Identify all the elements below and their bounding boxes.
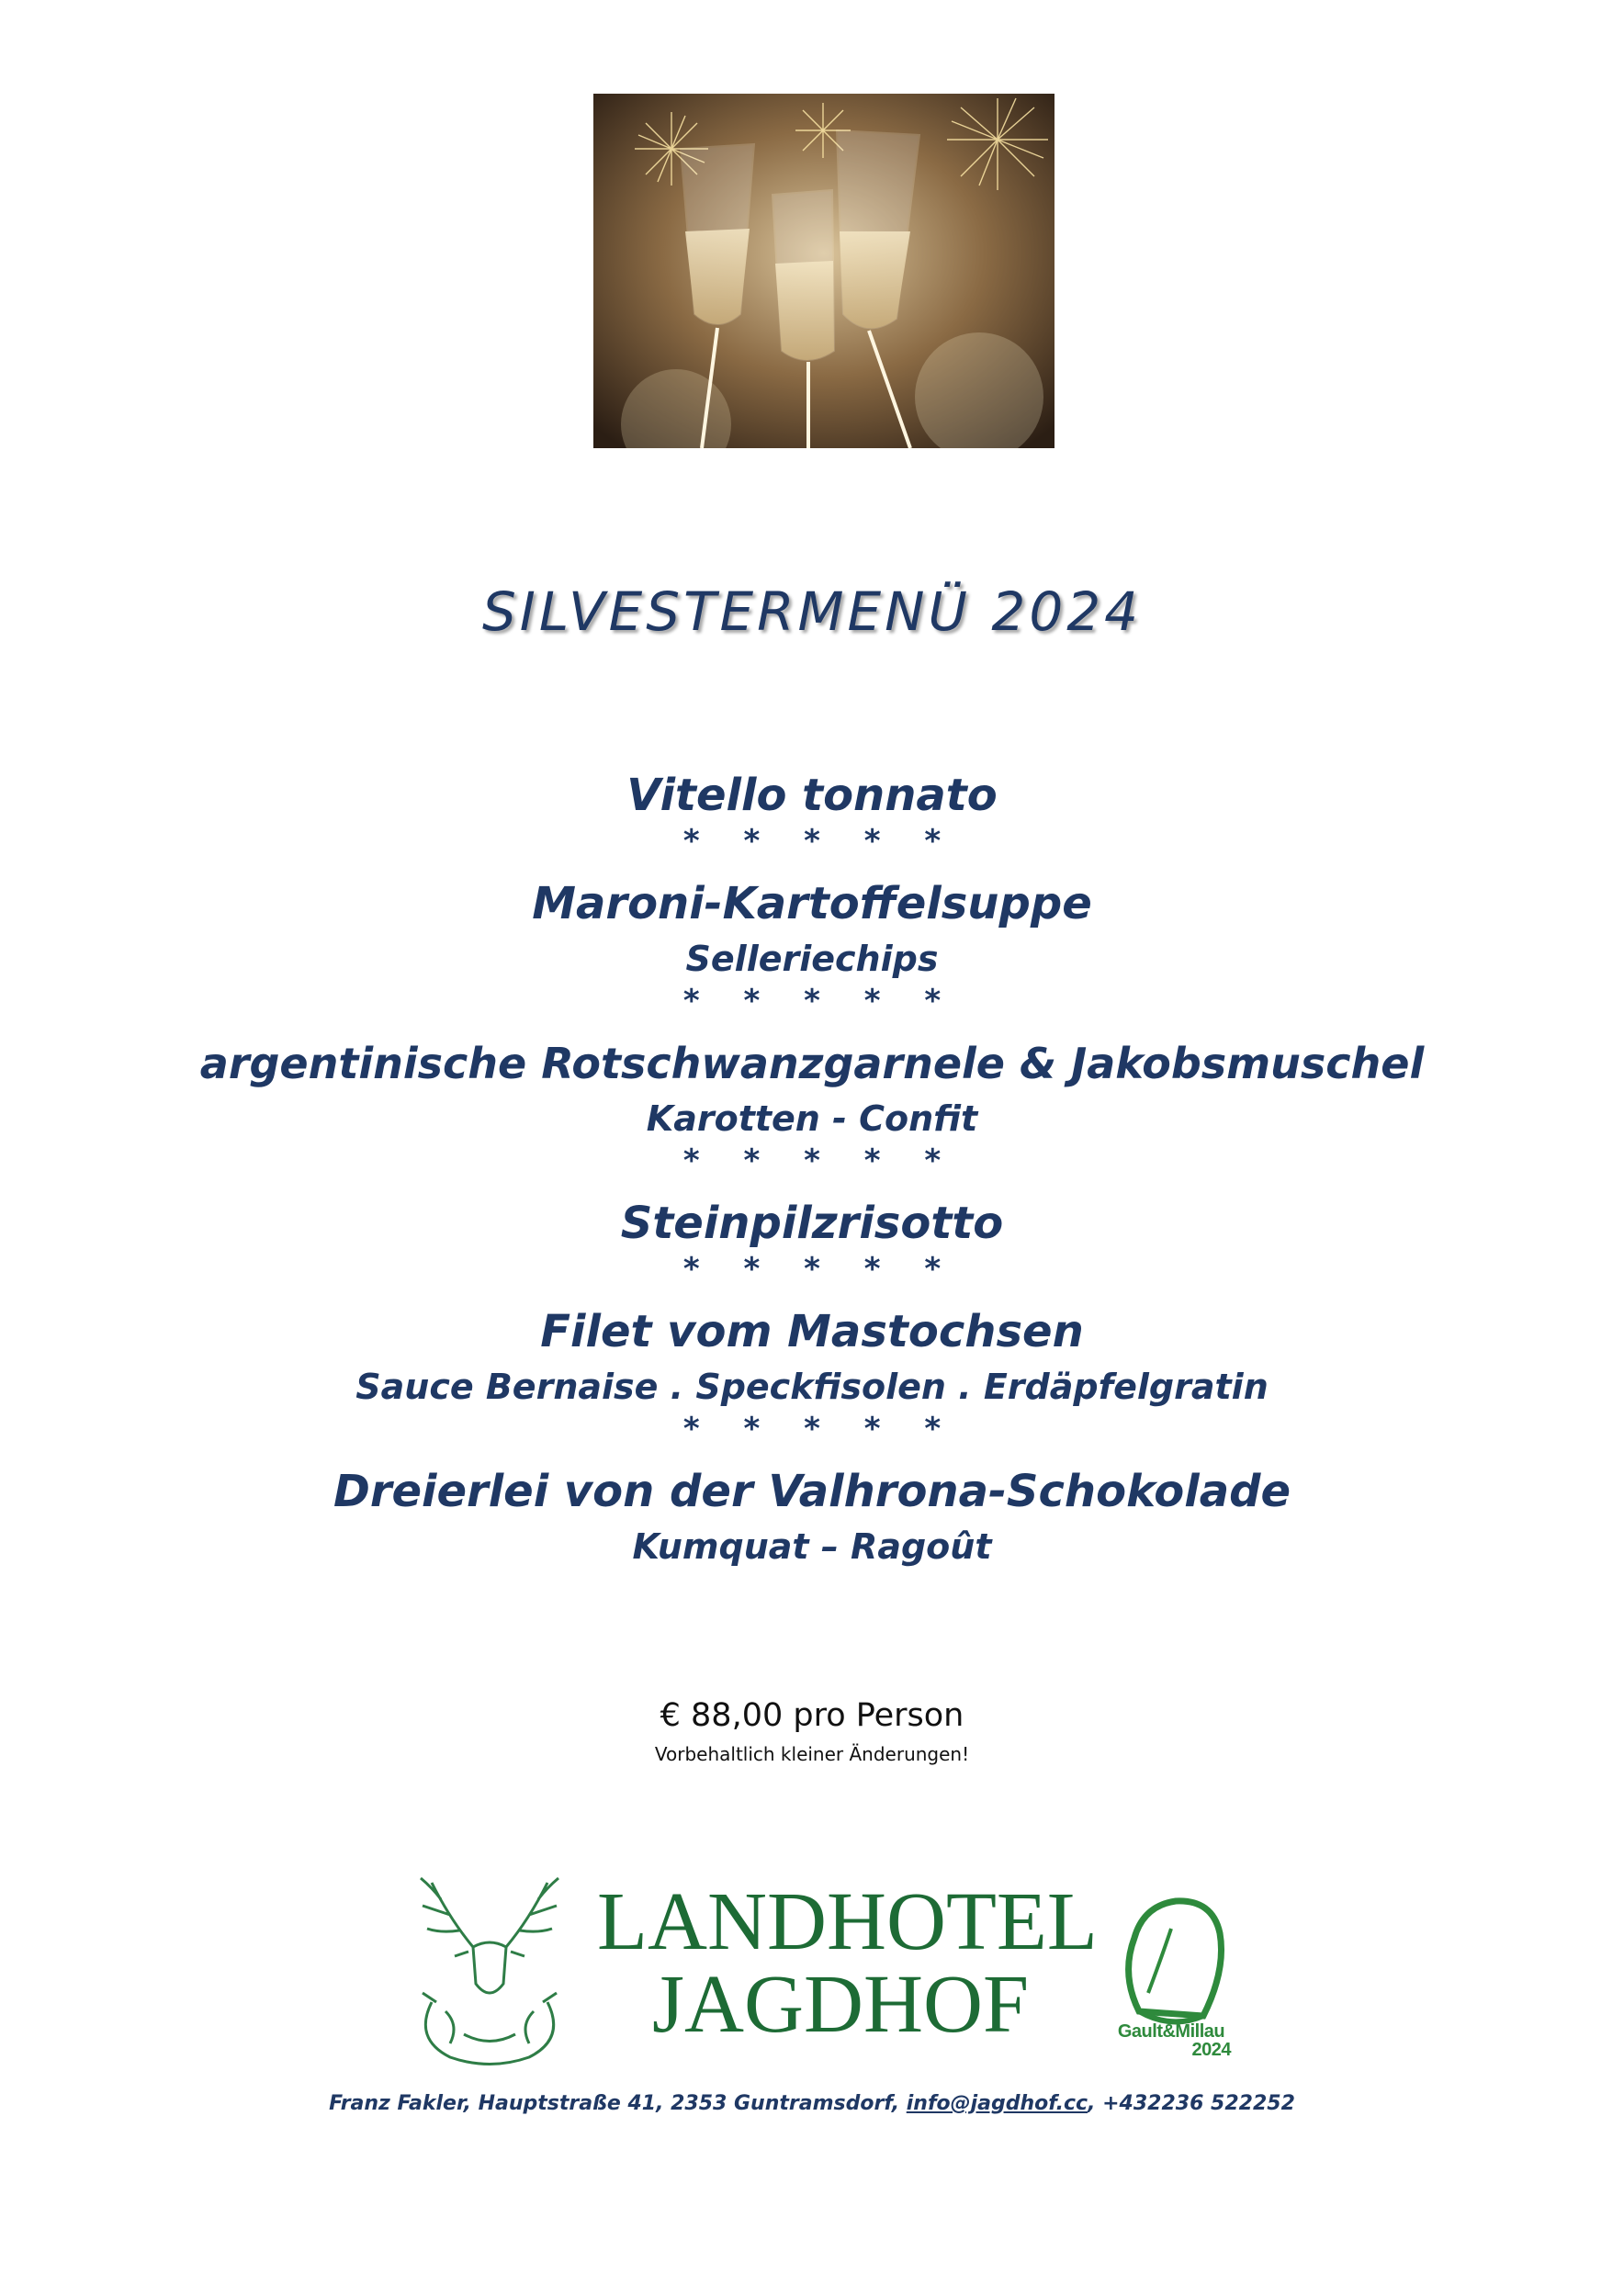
course-side: Sauce Bernaise . Speckfisolen . Erdäpfelgratin — [355, 1367, 1269, 1407]
course-side: Kumquat – Ragoût — [632, 1526, 992, 1567]
course-name: Steinpilzrisotto — [620, 1198, 1004, 1249]
email-link[interactable]: info@jagdhof.cc — [906, 2092, 1088, 2115]
brand-line-1: LANDHOTEL — [597, 1876, 1098, 1967]
award-name: Gault&Millau — [1117, 2021, 1225, 2042]
menu-list — [0, 766, 1624, 1572]
footer-contact — [0, 2092, 1624, 2115]
course-separator: * * * * * — [682, 1251, 958, 1288]
award-badge — [1102, 2022, 1240, 2059]
footer-address: Franz Fakler, Hauptstraße 41, 2353 Guntramsdorf, — [329, 2092, 900, 2115]
award-year: 2024 — [1191, 2040, 1231, 2060]
course-name: Filet vom Mastochsen — [540, 1306, 1084, 1357]
course-name: Vitello tonnato — [626, 770, 998, 821]
course-separator: * * * * * — [682, 1142, 958, 1179]
course-side: Karotten - Confit — [646, 1098, 978, 1139]
stag-emblem-icon — [395, 1864, 584, 2070]
brand-line-2: JAGDHOF — [651, 1959, 1030, 2050]
page-title: SILVESTERMENÜ 2024 — [481, 580, 1143, 643]
course-name: Dreierlei von der Valhrona-Schokolade — [333, 1466, 1291, 1517]
course-separator: * * * * * — [682, 983, 958, 1019]
footer-phone: , +432236 522252 — [1088, 2092, 1295, 2115]
course-name: Maroni-Kartoffelsuppe — [532, 878, 1092, 929]
course-side: Selleriechips — [685, 939, 939, 979]
hotel-logo-text — [597, 1876, 1098, 2050]
course-separator: * * * * * — [682, 823, 958, 860]
champagne-fireworks-image — [593, 94, 1054, 448]
course-name: argentinische Rotschwanzgarnele & Jakobsmuschel — [199, 1039, 1425, 1088]
disclaimer-note: Vorbehaltlich kleiner Änderungen! — [654, 1743, 970, 1765]
course-separator: * * * * * — [682, 1411, 958, 1447]
price: € 88,00 pro Person — [660, 1697, 964, 1734]
